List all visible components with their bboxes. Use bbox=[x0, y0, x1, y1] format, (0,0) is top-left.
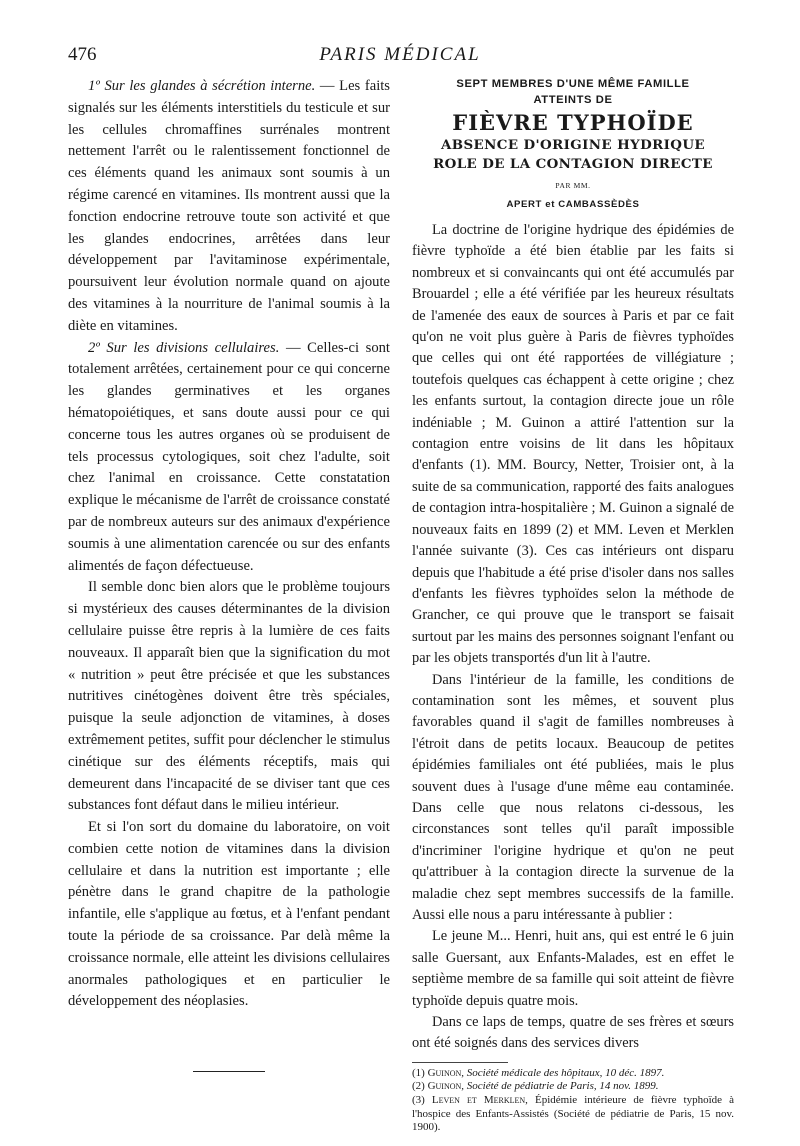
heading-line-2: ATTEINTS DE bbox=[533, 94, 613, 106]
paragraph-text: — Celles-ci sont totalement arrêtées, certainement pour ce qui concerne les glandes germinatives et les organes hématopoiétiques, et sans doute aussi pour ce qui concerne tous les autres organes où se produisent de tels processus cytologiques, soit chez l'adulte, soit chez l'animal en croissance. Cette constatation explique le mécanisme de l'arrêt de croissance constaté par de nombreux auteurs sur des animaux d'expérience soumis à une alimentation carencée ou sur des enfants alimentés de façon défectueuse. bbox=[68, 339, 390, 574]
by-line: PAR MM. bbox=[555, 181, 591, 190]
article-title: FIÈVRE TYPHOÏDE bbox=[452, 110, 694, 135]
footnote-rule bbox=[412, 1062, 508, 1063]
footnote bbox=[412, 1080, 734, 1094]
page-number: 476 bbox=[68, 44, 97, 65]
paragraph-doctrine: La doctrine de l'origine hydrique des épidémies de fièvre typhoïde a été bien établie par les faits si nombreux et si convaincants qui ont été accumulés par Brouardel ; elle a été vérifiée par les heureux résultats de l'amenée des eaux de sources à Paris et par ce fait qu'on ne voit plus guère à Paris de fièvres typhoïdes que celles qui ont été rapportées de villégiature ; toutefois quelques cas échappent à cette origine ; chez les enfants surtout, la contagion directe joue un rôle indéniable ; M. Guinon a attiré l'attention sur la contagion entre voisins de lit dans les hôpitaux d'enfants (1). MM. Bourcy, Netter, Troisier ont, à la suite de sa communication, rapporté des faits analogues de contagion intra-hospitalière ; M. Guinon a signalé de nouveaux faits en 1899 (2) et MM. Leven et Merklen l'année suivante (3). Ces cas intérieurs ont disparu depuis que l'habitude a été prise d'isoler dans nos salles d'enfants les fièvres typhoïdes selon la méthode de Grancher, ce qui prouve que le transport se faisait surtout par les mains des personnes soignant l'enfant ou par les objets transportés d'un lit à l'autre. bbox=[412, 222, 734, 667]
footnote bbox=[412, 1094, 734, 1135]
footnote-author: Guinon bbox=[427, 1080, 462, 1093]
article-subtitle-1: ABSENCE D'ORIGINE HYDRIQUE bbox=[440, 137, 706, 153]
paragraph-text: — Les faits signalés sur les éléments interstitiels du testicule et sur les cellules chromaffines surrénales montrent nettement l'arrêt ou le ralentissement fonctionnel de ces éléments quand les animaux sont soumis à un régime carencé en vitamines. Ils montrent aussi que la fonction endocrine retrouve toute son activité et que les glandes endocrines, arrêtées dans leur développement par l'avitaminose expérimentale, poursuivent leur évolution normale quand on ajoute des vitamines à la nourriture de l'animal soumis à la diète en vitamines. bbox=[68, 78, 390, 334]
footnote-number: (3) bbox=[412, 1094, 432, 1107]
section-separator bbox=[193, 1071, 265, 1072]
article-heading bbox=[412, 76, 734, 212]
left-column bbox=[68, 76, 390, 1072]
authors: APERT et CAMBASSÈDÈS bbox=[506, 199, 640, 210]
footnote-text: , Épidémie intérieure de fièvre typhoïde à l'hospice des Enfants-Assistés (Société de pédiatrie de Paris, 15 nov. 1900). bbox=[412, 1094, 734, 1134]
footnote-text: , Société de pédiatrie de Paris, 14 nov. 1899. bbox=[461, 1080, 659, 1093]
footnote bbox=[412, 1067, 734, 1081]
footnote-author: Guinon bbox=[427, 1066, 462, 1079]
right-column bbox=[412, 76, 734, 1135]
paragraph-label: 2º Sur les divisions cellulaires. bbox=[88, 339, 280, 356]
footnote-number: (2) bbox=[412, 1080, 428, 1093]
heading-line-1: SEPT MEMBRES D'UNE MÊME FAMILLE bbox=[456, 78, 690, 90]
article-subtitle-2: ROLE DE LA CONTAGION DIRECTE bbox=[433, 156, 713, 172]
paragraph-laps: Dans ce laps de temps, quatre de ses frères et sœurs ont été soignés dans des services divers bbox=[412, 1014, 734, 1052]
paragraph-laboratoire: Et si l'on sort du domaine du laboratoire, on voit combien cette notion de vitamines dans la division cellulaire et dans la nutrition est importante ; elle pénètre dans le grand chapitre de la pathologie infantile, elle s'applique au fœtus, et à l'enfant pendant toute la période de sa croissance. Par delà même la croissance normale, elle atteint les divisions cellulaires anormales pathologiques et en particulier le développement des néoplasies. bbox=[68, 819, 390, 1010]
paragraph-probleme: Il semble donc bien alors que le problème toujours si mystérieux des causes déterminantes de la division cellulaire puisse être repris à la lumière de ces faits nouveaux. Il apparaît bien que la signification du mot « nutrition » peut être précisée et que les substances nutritives cinétogènes doivent être très spéciales, puisque la seule adjonction de vitamines, à doses extrêmement petites, suffit pour déclencher le stimulus cinétique sur des éléments réceptifs, mais qui demeurent dans l'incapacité de se diviser tant que ces substances font défaut dans le milieu intérieur. bbox=[68, 579, 390, 814]
paragraph-label: 1º Sur les glandes à sécrétion interne. bbox=[88, 78, 316, 94]
paragraph-glandes bbox=[68, 76, 390, 338]
running-title: PARIS MÉDICAL bbox=[319, 44, 481, 65]
paragraph-famille: Dans l'intérieur de la famille, les conditions de contamination sont les mêmes, et souvent plus favorables quand il s'agit de familles nombreuses à l'étroit dans de petits locaux. Beaucoup de petites épidémies familiales ont été publiées, mais le plus souvent dues à l'usage d'une même eau contaminée. Dans celle que nous relatons ci-dessous, les circonstances sont telles qu'il paraît impossible d'incriminer l'origine hydrique et qu'on ne peut qu'attribuer à la contagion directe la survenue de la maladie chez sept membres successifs de la famille. Aussi elle nous a paru intéressante à publier : bbox=[412, 671, 734, 923]
paragraph-henri: Le jeune M... Henri, huit ans, qui est entré le 6 juin salle Guersant, aux Enfants-Malades, est en effet le septième membre de sa famille qui soit atteint de fièvre typhoïde depuis quatre mois. bbox=[412, 928, 734, 1009]
footnote-text: , Société médicale des hôpitaux, 10 déc. 1897. bbox=[461, 1066, 665, 1079]
paragraph-divisions bbox=[68, 338, 390, 578]
footnote-author: Leven et Merklen bbox=[431, 1094, 526, 1107]
footnote-number: (1) bbox=[412, 1066, 428, 1079]
